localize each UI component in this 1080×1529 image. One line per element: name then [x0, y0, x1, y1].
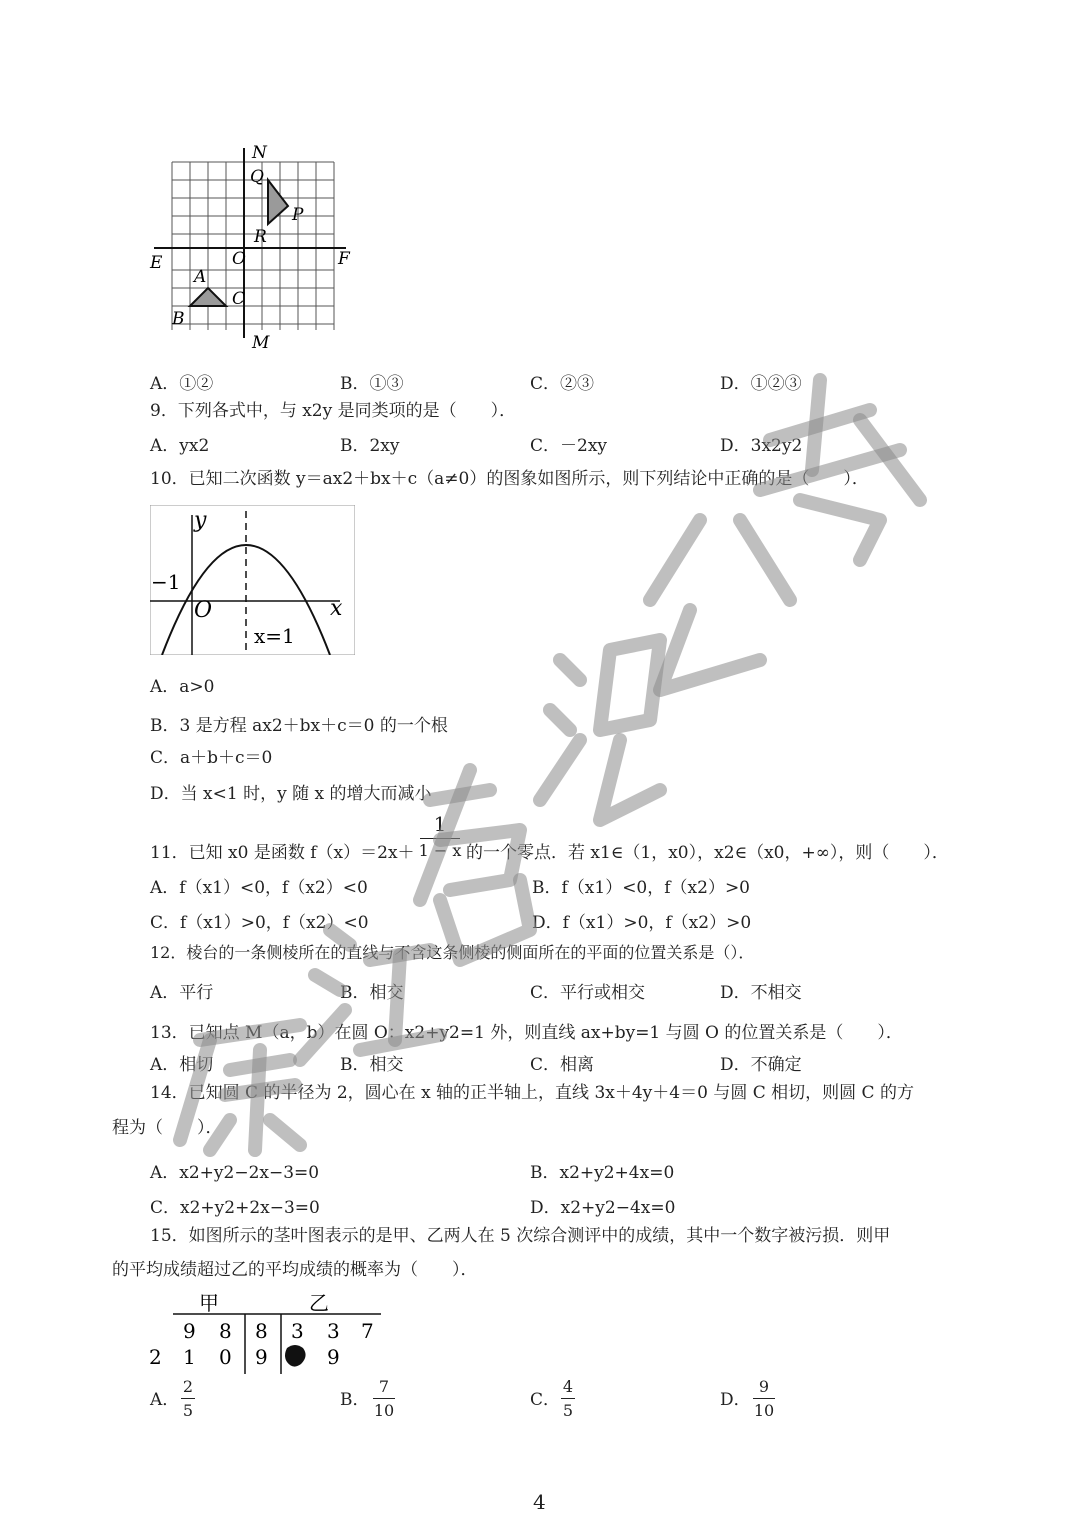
stemleaf-r1-l1: 9 [183, 1319, 196, 1343]
q8-option-d[interactable]: D．①②③ [720, 374, 802, 394]
graph-y-label: y [194, 508, 207, 533]
stemleaf-r1-r1: 3 [291, 1319, 304, 1343]
q12-option-d[interactable]: D．不相交 [720, 983, 802, 1003]
stemleaf-r1-r3: 7 [361, 1319, 374, 1343]
label-m: M [252, 333, 270, 353]
q14-option-b[interactable]: B．x2+y2+4x=0 [530, 1163, 675, 1183]
q15-option-d-frac [750, 1377, 778, 1420]
q11-stem-a: 11．已知 x0 是函数 f（x）＝2x＋ [150, 843, 415, 863]
stemleaf-r2-l2: 1 [183, 1345, 196, 1369]
q10-option-b[interactable]: B．3 是方程 ax2＋bx＋c＝0 的一个根 [150, 716, 448, 736]
q12-option-a[interactable]: A．平行 [150, 983, 214, 1003]
stemleaf-r1-stem: 8 [255, 1319, 268, 1343]
stemleaf-r1-l2: 8 [219, 1319, 232, 1343]
q15-c-num: 4 [562, 1377, 574, 1396]
q15-option-a-frac [176, 1377, 200, 1420]
q14-stem-line1: 14．已知圆 C 的半径为 2，圆心在 x 轴的正半轴上，直线 3x＋4y＋4＝0 与圆 C 相切，则圆 C 的方 [150, 1083, 914, 1103]
grid-figure [148, 140, 358, 355]
q11-option-c[interactable]: C．f（x1）>0，f（x2）<0 [150, 913, 369, 933]
stemleaf-r2-l1: 2 [149, 1345, 162, 1369]
label-n: N [252, 143, 267, 163]
q15-option-a-label: A． [150, 1390, 180, 1410]
triangle-abc [190, 288, 226, 306]
label-b: B [172, 309, 185, 329]
q10-stem: 10．已知二次函数 y＝ax2＋bx＋c（a≠0）的图象如图所示，则下列结论中正确的是（ ）． [150, 469, 869, 489]
q8-option-b[interactable]: B．①③ [340, 374, 404, 394]
graph-neg1-label: −1 [151, 570, 181, 594]
label-p: P [292, 205, 304, 225]
q9-option-a[interactable]: A．yx2 [150, 436, 210, 456]
q11-frac-num: 1 [433, 812, 447, 836]
stemleaf-r1-r2: 3 [327, 1319, 340, 1343]
parabola-figure [150, 505, 355, 655]
q15-option-c-label: C． [530, 1390, 561, 1410]
label-e: E [150, 253, 163, 273]
q11-stem-b: 的一个零点．若 x1∈（1，x0），x2∈（x0，+∞），则（ ）． [466, 843, 949, 863]
stemleaf-r2-stem: 9 [255, 1345, 268, 1369]
label-c: C [232, 289, 246, 309]
label-f: F [338, 249, 350, 269]
smudge-blot [285, 1345, 306, 1367]
q14-stem-line2: 程为（ ）． [112, 1118, 223, 1138]
q15-b-num: 7 [378, 1377, 390, 1396]
label-q: Q [250, 167, 264, 187]
q9-option-c[interactable]: C．－2xy [530, 436, 608, 456]
q13-option-d[interactable]: D．不确定 [720, 1055, 802, 1075]
q11-option-b[interactable]: B．f（x1）<0，f（x2）>0 [532, 878, 751, 898]
stemleaf-head-jia: 甲 [199, 1291, 219, 1315]
label-a: A [194, 267, 207, 287]
triangle-pqr [268, 180, 288, 224]
q15-d-den: 10 [753, 1401, 775, 1420]
q8-option-a[interactable]: A．①② [150, 374, 214, 394]
q13-option-a[interactable]: A．相切 [150, 1055, 214, 1075]
q13-option-c[interactable]: C．相离 [530, 1055, 595, 1075]
graph-axis-label: x=1 [254, 624, 295, 648]
q15-a-num: 2 [182, 1377, 194, 1396]
q13-option-b[interactable]: B．相交 [340, 1055, 404, 1075]
q14-option-a[interactable]: A．x2+y2−2x−3=0 [150, 1163, 320, 1183]
q15-c-den: 5 [562, 1401, 574, 1420]
stemleaf-r2-r2: 9 [327, 1345, 340, 1369]
q14-option-c[interactable]: C．x2+y2+2x−3=0 [150, 1198, 320, 1218]
q10-option-c[interactable]: C．a＋b＋c＝0 [150, 748, 273, 768]
q9-option-d[interactable]: D．3x2y2 [720, 436, 803, 456]
label-o: O [232, 249, 246, 269]
stemleaf-head-yi: 乙 [309, 1291, 329, 1315]
q9-stem: 9．下列各式中，与 x2y 是同类项的是（ ）． [150, 401, 517, 421]
q15-option-d-label: D． [720, 1390, 751, 1410]
q8-option-c[interactable]: C．②③ [530, 374, 595, 394]
q15-stem-line1: 15．如图所示的茎叶图表示的是甲、乙两人在 5 次综合测评中的成绩，其中一个数字被污损．则甲 [150, 1226, 891, 1246]
q15-a-den: 5 [182, 1401, 194, 1420]
graph-x-label: x [330, 596, 343, 621]
q11-option-d[interactable]: D．f（x1）>0，f（x2）>0 [532, 913, 752, 933]
q13-stem: 13．已知点 M（a，b）在圆 O：x2+y2=1 外，则直线 ax+by=1 与圆 O 的位置关系是（ ）． [150, 1023, 903, 1043]
q11-frac-den: 1 − x [418, 841, 462, 860]
q9-option-b[interactable]: B．2xy [340, 436, 400, 456]
stemleaf-r2-l3: 0 [219, 1345, 232, 1369]
q15-option-b-label: B． [340, 1390, 370, 1410]
q15-option-c-frac [556, 1377, 580, 1420]
q12-option-b[interactable]: B．相交 [340, 983, 404, 1003]
q15-b-den: 10 [373, 1401, 395, 1420]
page-number: 4 [533, 1490, 546, 1514]
q15-stem-line2: 的平均成绩超过乙的平均成绩的概率为（ ）． [112, 1260, 478, 1280]
q10-option-d[interactable]: D．当 x<1 时，y 随 x 的增大而减小 [150, 784, 432, 804]
q15-option-b-frac [370, 1377, 398, 1420]
q11-option-a[interactable]: A．f（x1）<0，f（x2）<0 [150, 878, 368, 898]
q12-stem: 12．棱台的一条侧棱所在的直线与不含这条侧棱的侧面所在的平面的位置关系是（）． [150, 943, 755, 962]
q11-fraction [418, 812, 462, 860]
q14-option-d[interactable]: D．x2+y2−4x=0 [530, 1198, 676, 1218]
q10-option-a[interactable]: A．a>0 [150, 677, 215, 697]
label-r: R [254, 227, 267, 247]
q15-d-num: 9 [758, 1377, 770, 1396]
graph-o-label: O [194, 598, 213, 623]
stem-leaf-plot [145, 1290, 385, 1375]
q12-option-c[interactable]: C．平行或相交 [530, 983, 646, 1003]
